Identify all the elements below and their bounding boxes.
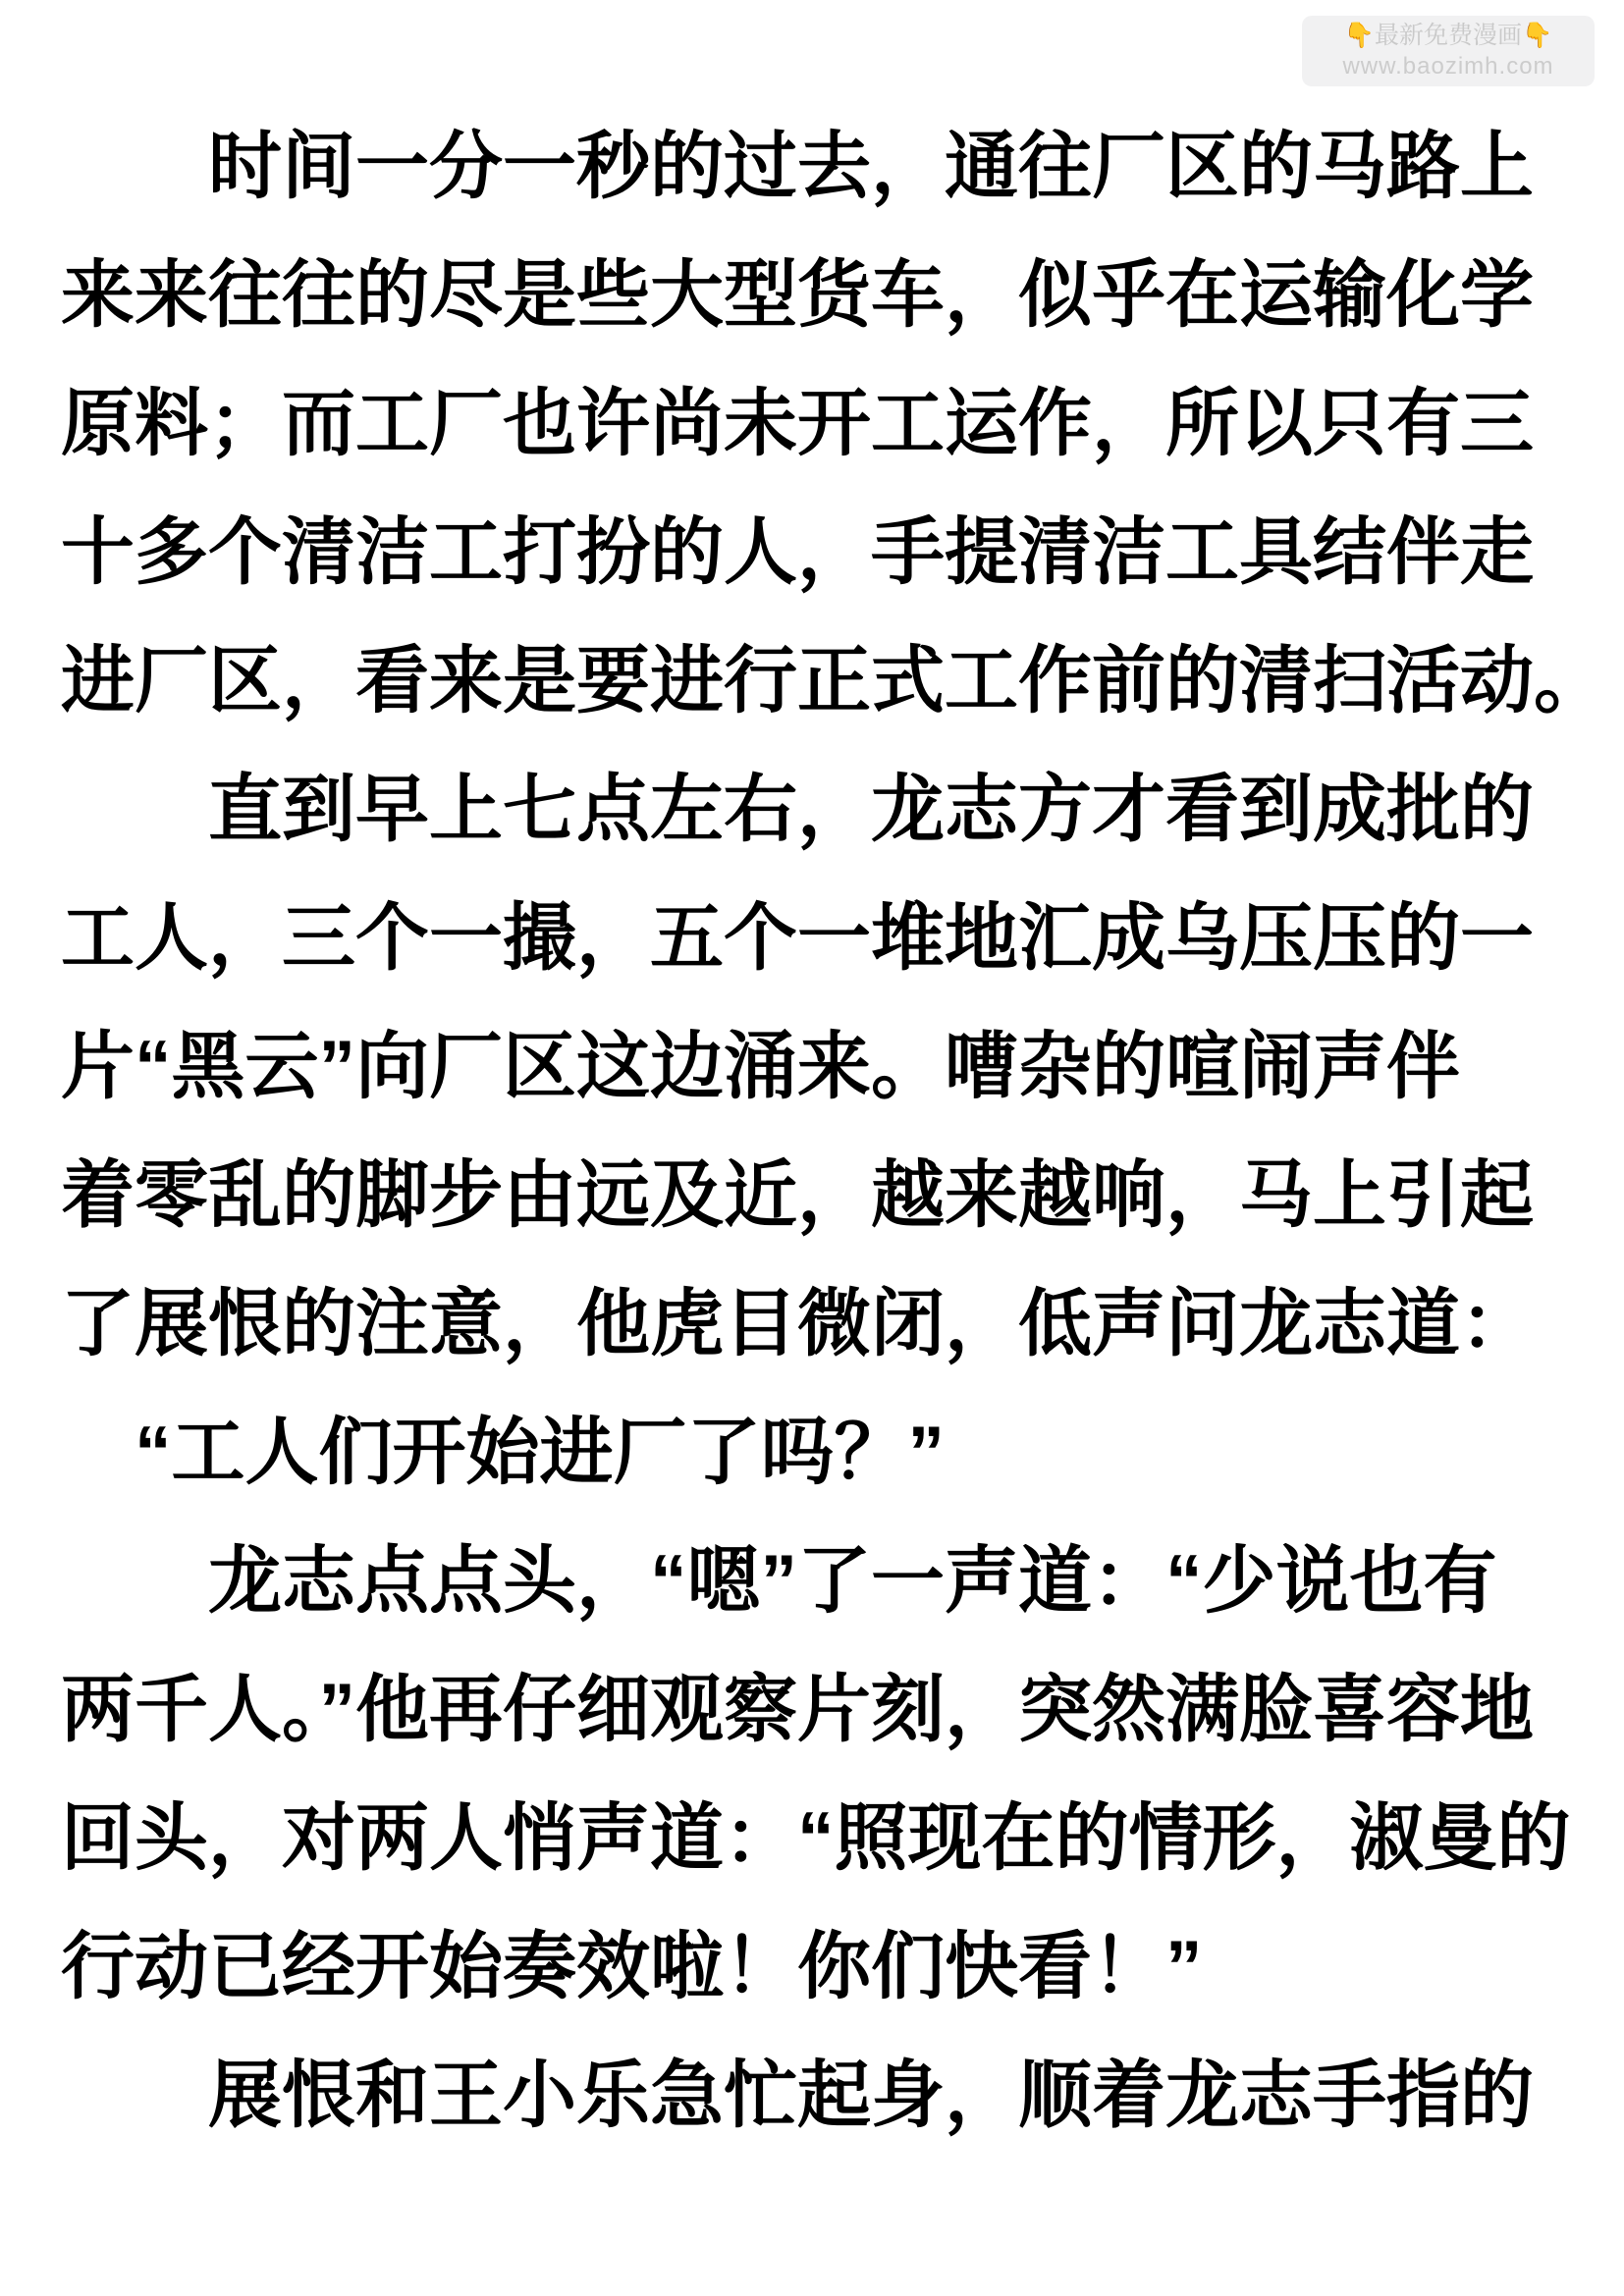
- text-line: 龙志点点头，“嗯”了一声道：“少说也有: [208, 1539, 1497, 1622]
- text-line: 回头，对两人悄声道：“照现在的情形，淑曼的: [61, 1796, 1571, 1879]
- text-line: 十多个清洁工打扮的人，手提清洁工具结伴走: [61, 510, 1535, 593]
- text-line: 片“黑云”向厂区这边涌来。嘈杂的喧闹声伴: [61, 1025, 1461, 1107]
- text-line: 了展恨的注意，他虎目微闭，低声问龙志道：: [61, 1282, 1535, 1364]
- text-line: 展恨和王小乐急忙起身，顺着龙志手指的: [208, 2054, 1535, 2136]
- text-line: “工人们开始进厂了吗？”: [135, 1411, 946, 1493]
- text-line: 时间一分一秒的过去，通往厂区的马路上: [208, 125, 1535, 207]
- watermark-url: www.baozimh.com: [1342, 52, 1554, 80]
- watermark-title: 👇最新免费漫画👇: [1343, 22, 1553, 50]
- text-line: 工人，三个一撮，五个一堆地汇成乌压压的一: [61, 896, 1535, 979]
- text-line: 来来往往的尽是些大型货车，似乎在运输化学: [61, 253, 1535, 336]
- text-line: 着零乱的脚步由远及近，越来越响，马上引起: [61, 1153, 1535, 1236]
- text-line: 直到早上七点左右，龙志方才看到成批的: [208, 768, 1535, 850]
- watermark-badge[interactable]: [1302, 16, 1595, 86]
- novel-text-block: [61, 102, 1624, 2160]
- text-line: 行动已经开始奏效啦！你们快看！”: [61, 1925, 1203, 2007]
- text-line: 两千人。”他再仔细观察片刻，突然满脸喜容地: [61, 1668, 1535, 1750]
- text-line: 进厂区，看来是要进行正式工作前的清扫活动。: [61, 639, 1608, 721]
- text-line: 原料；而工厂也许尚未开工运作，所以只有三: [61, 382, 1535, 464]
